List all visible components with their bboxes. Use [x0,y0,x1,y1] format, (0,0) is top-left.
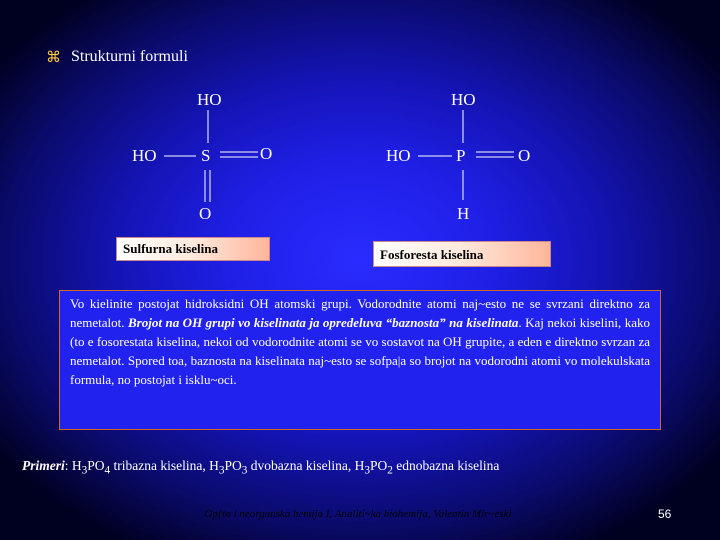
formula-2: $H_3PO_3$ [209,458,248,477]
s-o-bottom: O [199,204,212,223]
formula-1: $H_3PO_4$ [71,458,111,477]
formula-3: $H_3PO_2$ [354,458,393,477]
p-ho-left: HO [386,146,411,165]
command-icon: ⌘ [46,48,61,66]
s-ho-left: HO [132,146,157,165]
paragraph-emphasis: Brojot na OH grupi vo kiselinata ja opredeluva “baznosta” na kiselinata [128,315,519,330]
explanation-box [59,290,661,430]
footer-text: Op{ta i neorganska hemija I, Analiti~ka biohemija, Valentin Mir~eski [204,508,512,520]
p-ho-top: HO [451,90,476,109]
formula-2-desc: dvobazna kiselina, [247,458,355,473]
p-o-right: O [518,146,531,165]
examples-label: Primeri [22,458,65,473]
examples-line [22,458,499,477]
sulfuric-label: Sulfurna kiselina [116,237,270,261]
paragraph-part1: Vo kielinite postojat hidroksidni OH atomski grupi. Vodorodnite atomi naj~esto ne se svrzani direktno za nemetalot. [70,296,650,330]
s-o-right: O [260,144,273,163]
heading-text: Strukturni formuli [71,48,188,65]
page-number: 56 [658,507,672,521]
s-ho-top: HO [197,90,222,109]
p-h-bottom: H [457,204,470,223]
s-center-atom: S [201,146,211,165]
phosphorous-label: Fosforesta kiselina [373,241,551,267]
examples-colon: : [64,458,72,473]
paragraph-part2: . Kaj nekoi kiselini, kako (to e fosorestata kiselina, nekoi od vodorodnite atomi se vo sostavot na OH grupite, a eden e direktno svrzan za nemetalot. Spored toa, baznosta na kiselinata naj~esto se sofpa|a so brojot na vodorodni atomi vo molekulskata formula, no postojat i isklu~oci. [70,315,650,387]
formula-3-desc: ednobazna kiselina [392,458,500,473]
p-center-atom: P [456,146,466,165]
formula-1-desc: tribazna kiselina, [110,458,210,473]
